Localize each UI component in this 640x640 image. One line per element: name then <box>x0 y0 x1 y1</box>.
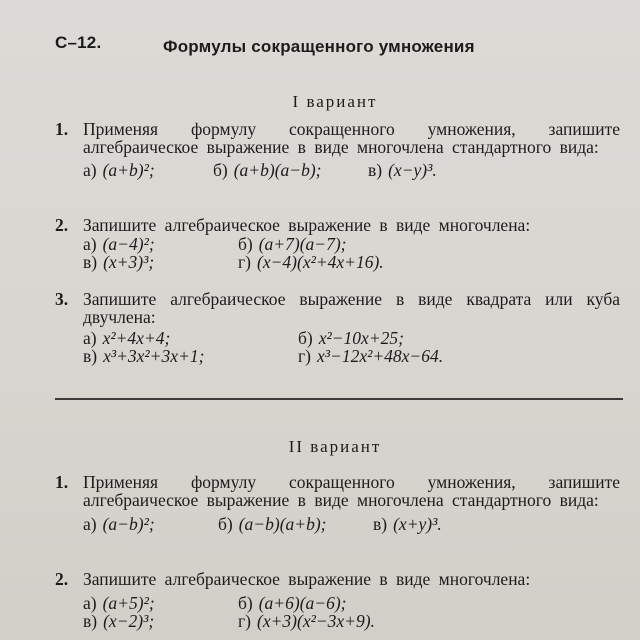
task-number: 3. <box>55 289 69 309</box>
task-number: 1. <box>55 472 69 492</box>
task-item: б) (a+7)(a−7); <box>238 234 347 254</box>
task-item: б) (a+6)(a−6); <box>238 593 347 613</box>
task-text: Применяя формулу сокращенного умножения, запишите алгебраическое выражение в виде многочлена стандартного вида: <box>83 119 620 157</box>
variant-1-task-3 <box>55 290 620 365</box>
task-item: в) (x+y)³. <box>373 514 442 534</box>
section-code: С–12. <box>55 33 102 52</box>
task-text: Запишите алгебраическое выражение в виде многочлена: <box>83 215 531 235</box>
variant-2-task-2 <box>55 570 620 630</box>
task-item: г) (x−4)(x²+4x+16). <box>238 252 384 272</box>
task-text: Запишите алгебраическое выражение в виде квадрата или куба двучлена: <box>83 289 620 327</box>
task-item: в) (x−y)³. <box>368 160 437 180</box>
section-divider <box>55 398 623 400</box>
task-item: а) (a−4)²; <box>83 234 155 254</box>
task-items <box>83 515 620 533</box>
task-item: а) (a+b)²; <box>83 160 155 180</box>
task-item: в) x³+3x²+3x+1; <box>83 346 205 366</box>
variant-2-title: II вариант <box>288 437 382 456</box>
task-item: б) x²−10x+25; <box>298 328 404 348</box>
task-number: 1. <box>55 119 69 139</box>
section-title: Формулы сокращенного умножения <box>163 37 475 56</box>
variant-1-title: I вариант <box>292 92 378 111</box>
task-text: Запишите алгебраическое выражение в виде многочлена: <box>83 569 531 589</box>
task-item: г) (x+3)(x²−3x+9). <box>238 611 375 631</box>
task-item: в) (x−2)³; <box>83 611 155 631</box>
task-item: а) (a−b)²; <box>83 514 155 534</box>
task-item: б) (a+b)(a−b); <box>213 160 322 180</box>
variant-1-task-2 <box>55 216 620 271</box>
variant-1-task-1 <box>55 120 620 179</box>
task-items <box>83 161 620 179</box>
task-item: а) x²+4x+4; <box>83 328 171 348</box>
task-item: б) (a−b)(a+b); <box>218 514 327 534</box>
task-items <box>83 235 620 271</box>
task-number: 2. <box>55 215 69 235</box>
task-item: г) x³−12x²+48x−64. <box>298 346 444 366</box>
task-item: в) (x+3)³; <box>83 252 155 272</box>
task-text: Применяя формулу сокращенного умножения, запишите алгебраическое выражение в виде многочлена стандартного вида: <box>83 472 620 510</box>
task-number: 2. <box>55 569 69 589</box>
task-item: а) (a+5)²; <box>83 593 155 613</box>
task-items <box>83 594 620 630</box>
variant-2-task-1 <box>55 473 620 533</box>
task-items <box>83 329 620 365</box>
